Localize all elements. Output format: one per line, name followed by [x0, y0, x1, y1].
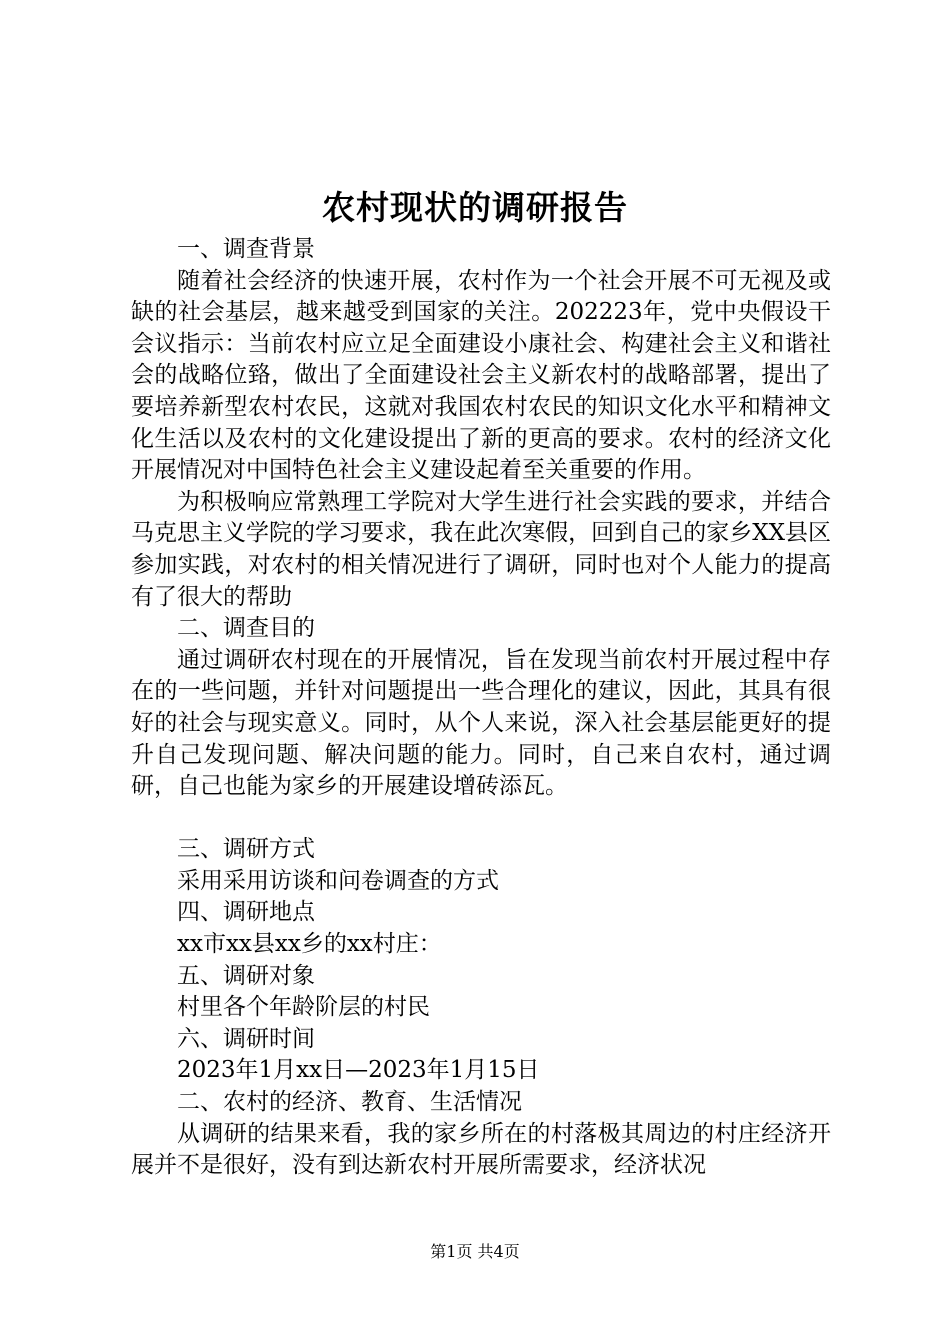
paragraph-method: 采用采用访谈和问卷调查的方式 [177, 867, 499, 894]
heading-survey-purpose: 二、调查目的 [177, 615, 315, 642]
paragraph-economy: 从调研的结果来看，我的家乡所在的村落极其周边的村庄经济开展并不是很好，没有到达新农村开展所需要求，经济状况 [131, 1120, 831, 1179]
document-title: 农村现状的调研报告 [322, 188, 628, 227]
paragraph-purpose: 通过调研农村现在的开展情况，旨在发现当前农村开展过程中存在的一些问题，并针对问题提出一些合理化的建议，因此，其具有很好的社会与现实意义。同时，从个人来说，深入社会基层能更好的提升自己发现问题、解决问题的能力。同时，自己来自农村，通过调研，自己也能为家乡的开展建设增砖添瓦。 [131, 646, 831, 800]
heading-survey-method: 三、调研方式 [177, 836, 315, 863]
heading-economy-education-life: 二、农村的经济、教育、生活情况 [177, 1089, 522, 1116]
paragraph-background-1: 随着社会经济的快速开展，农村作为一个社会开展不可无视及或缺的社会基层，越来越受到国家的关注。202223年，党中央假设干会议指示：当前农村应立足全面建设小康社会、构建社会主义和谐社会的战略位臵，做出了全面建设社会主义新农村的战略部署，提出了要培养新型农村农民，这就对我国农村农民的知识文化水平和精神文化生活以及农村的文化建设提出了新的更高的要求。农村的经济文化开展情况对中国特色社会主义建设起着至关重要的作用。 [131, 267, 831, 484]
heading-survey-subjects: 五、调研对象 [177, 962, 315, 989]
heading-survey-time: 六、调研时间 [177, 1025, 315, 1052]
document-body [131, 234, 831, 1182]
page-number: 第1页 共4页 [430, 1242, 520, 1261]
paragraph-subjects: 村里各个年龄阶层的村民 [177, 994, 430, 1021]
paragraph-background-2: 为积极响应常熟理工学院对大学生进行社会实践的要求，并结合马克思主义学院的学习要求，我在此次寒假，回到自己的家乡XX县区参加实践，对农村的相关情况进行了调研，同时也对个人能力的提高有了很大的帮助 [131, 488, 831, 610]
heading-survey-location: 四、调研地点 [177, 899, 315, 926]
paragraph-location: xx市xx县xx乡的xx村庄： [177, 931, 442, 958]
paragraph-spacer [131, 803, 831, 835]
heading-survey-background: 一、调查背景 [177, 236, 315, 262]
paragraph-time: 2023年1月xx日—2023年1月15日 [177, 1057, 540, 1084]
